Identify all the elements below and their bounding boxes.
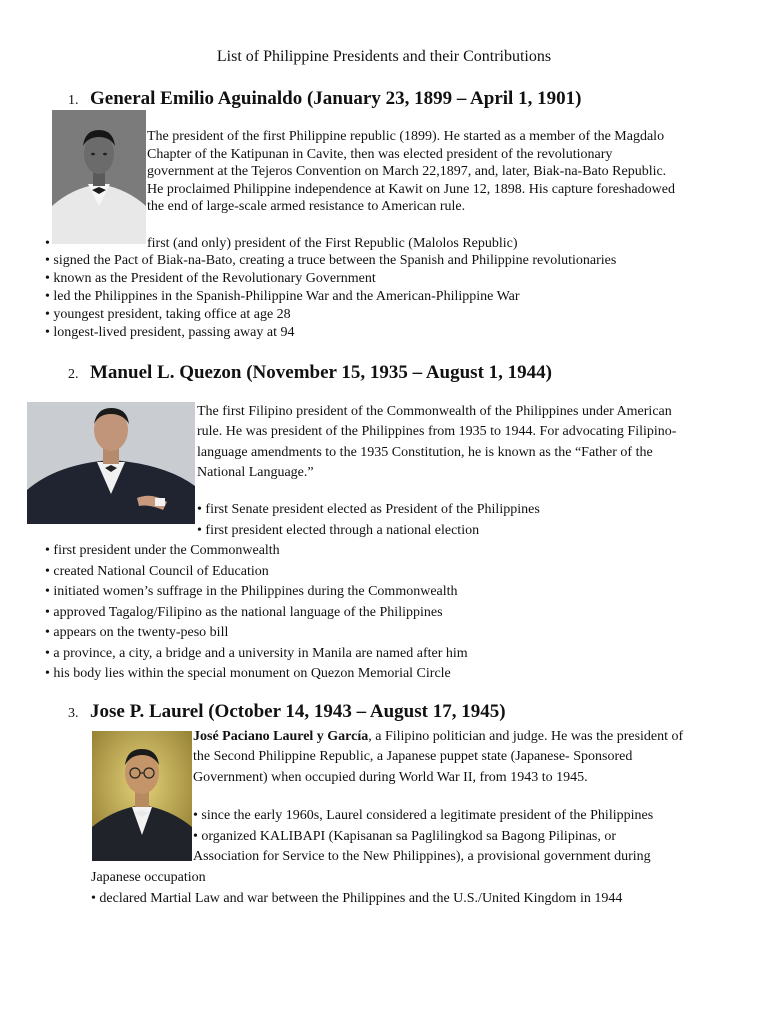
document-title: List of Philippine Presidents and their Contributions xyxy=(216,48,552,65)
bullet-item: • his body lies within the special monument on Quezon Memorial Circle xyxy=(45,666,451,681)
president-1-paragraph xyxy=(147,128,747,216)
paragraph-line: He proclaimed Philippine independence at Kawit on June 12, 1898. His capture foreshadowed xyxy=(147,181,675,197)
president-1-title: General Emilio Aguinaldo (January 23, 1899 – April 1, 1901) xyxy=(90,88,582,109)
bullet-item: • declared Martial Law and war between the Philippines and the U.S./United Kingdom in 1944 xyxy=(91,890,623,906)
paragraph-line xyxy=(193,727,733,747)
bullet-item: • initiated women’s suffrage in the Philippines during the Commonwealth xyxy=(45,584,458,599)
paragraph-line: rule. He was president of the Philippines from 1935 to 1944. For advocating Filipino- xyxy=(197,424,677,440)
paragraph-line: National Language.” xyxy=(197,464,314,480)
president-3-heading xyxy=(68,701,506,723)
president-1-bullet-list xyxy=(45,252,616,342)
president-3-number: 3. xyxy=(68,706,79,721)
bullet-item: • youngest president, taking office at age 28 xyxy=(45,307,291,322)
president-3-paragraph xyxy=(193,727,733,788)
president-1-bullet: first (and only) president of the First Republic (Malolos Republic) xyxy=(147,236,518,251)
bullet-item: • since the early 1960s, Laurel considered a legitimate president of the Philippines xyxy=(193,808,654,823)
president-2-title: Manuel L. Quezon (November 15, 1935 – August 1, 1944) xyxy=(90,362,552,383)
president-2-heading xyxy=(68,362,552,384)
president-1-heading xyxy=(68,88,581,110)
bullet-item: • longest-lived president, passing away at 94 xyxy=(45,325,295,340)
paragraph-text: , a Filipino politician and judge. He was the president of xyxy=(368,729,684,744)
paragraph-line: the Second Philippine Republic, a Japanese puppet state (Japanese- Sponsored xyxy=(193,749,633,765)
bullet-item: • first Senate president elected as President of the Philippines xyxy=(197,502,540,517)
paragraph-line: the end of large-scale armed resistance to American rule. xyxy=(147,199,466,214)
bullet-item: • a province, a city, a bridge and a university in Manila are named after him xyxy=(45,645,468,661)
president-1-number: 1. xyxy=(68,93,79,108)
laurel-portrait xyxy=(92,731,192,861)
bullet-item: • organized KALIBAPI (Kapisanan sa Paglilingkod sa Bagong Pilipinas, or xyxy=(193,828,617,844)
president-2-indented-bullets xyxy=(197,500,540,541)
full-name: José Paciano Laurel y García xyxy=(193,729,369,744)
bullet-item: • appears on the twenty-peso bill xyxy=(45,625,229,640)
president-3-title: Jose P. Laurel (October 14, 1943 – August 17, 1945) xyxy=(90,701,506,722)
bullet-item: • first president elected through a national election xyxy=(197,522,480,538)
paragraph-line: Government) when occupied during World War II, from 1943 to 1945. xyxy=(193,769,588,785)
bullet-item: • known as the President of the Revolutionary Government xyxy=(45,271,376,286)
quezon-portrait xyxy=(27,402,195,524)
president-3-indented-bullets xyxy=(193,806,653,868)
bullet-item: • approved Tagalog/Filipino as the national language of the Philippines xyxy=(45,604,443,620)
paragraph-line: language amendments to the 1935 Constitution, he is known as the “Father of the xyxy=(197,444,653,460)
president-2-number: 2. xyxy=(68,367,79,382)
bullet-item: Association for Service to the New Philippines), a provisional government during xyxy=(193,849,651,864)
president-2-bullet-list xyxy=(45,541,468,685)
bullet-item: Japanese occupation xyxy=(91,870,206,885)
president-2-paragraph xyxy=(197,402,757,483)
bullet-item: • first president under the Commonwealth xyxy=(45,543,280,558)
paragraph-line: government at the Tejeros Convention on March 22,1897, and, later, Biak-na-Bato Republic. xyxy=(147,164,667,179)
bullet-item: • signed the Pact of Biak-na-Bato, creating a truce between the Spanish and Philippine revolutionaries xyxy=(45,253,617,268)
bullet-mark: • xyxy=(45,236,50,251)
bullet-item: • led the Philippines in the Spanish-Philippine War and the American-Philippine War xyxy=(45,289,520,304)
paragraph-line: The first Filipino president of the Commonwealth of the Philippines under American xyxy=(197,404,672,419)
paragraph-line: Chapter of the Katipunan in Cavite, then was elected president of the revolutionary xyxy=(147,146,613,162)
paragraph-line: The president of the first Philippine republic (1899). He started as a member of the Magdalo xyxy=(147,129,665,144)
aguinaldo-portrait xyxy=(52,110,146,244)
bullet-item: • created National Council of Education xyxy=(45,563,269,579)
president-3-bullet-list xyxy=(91,868,622,909)
